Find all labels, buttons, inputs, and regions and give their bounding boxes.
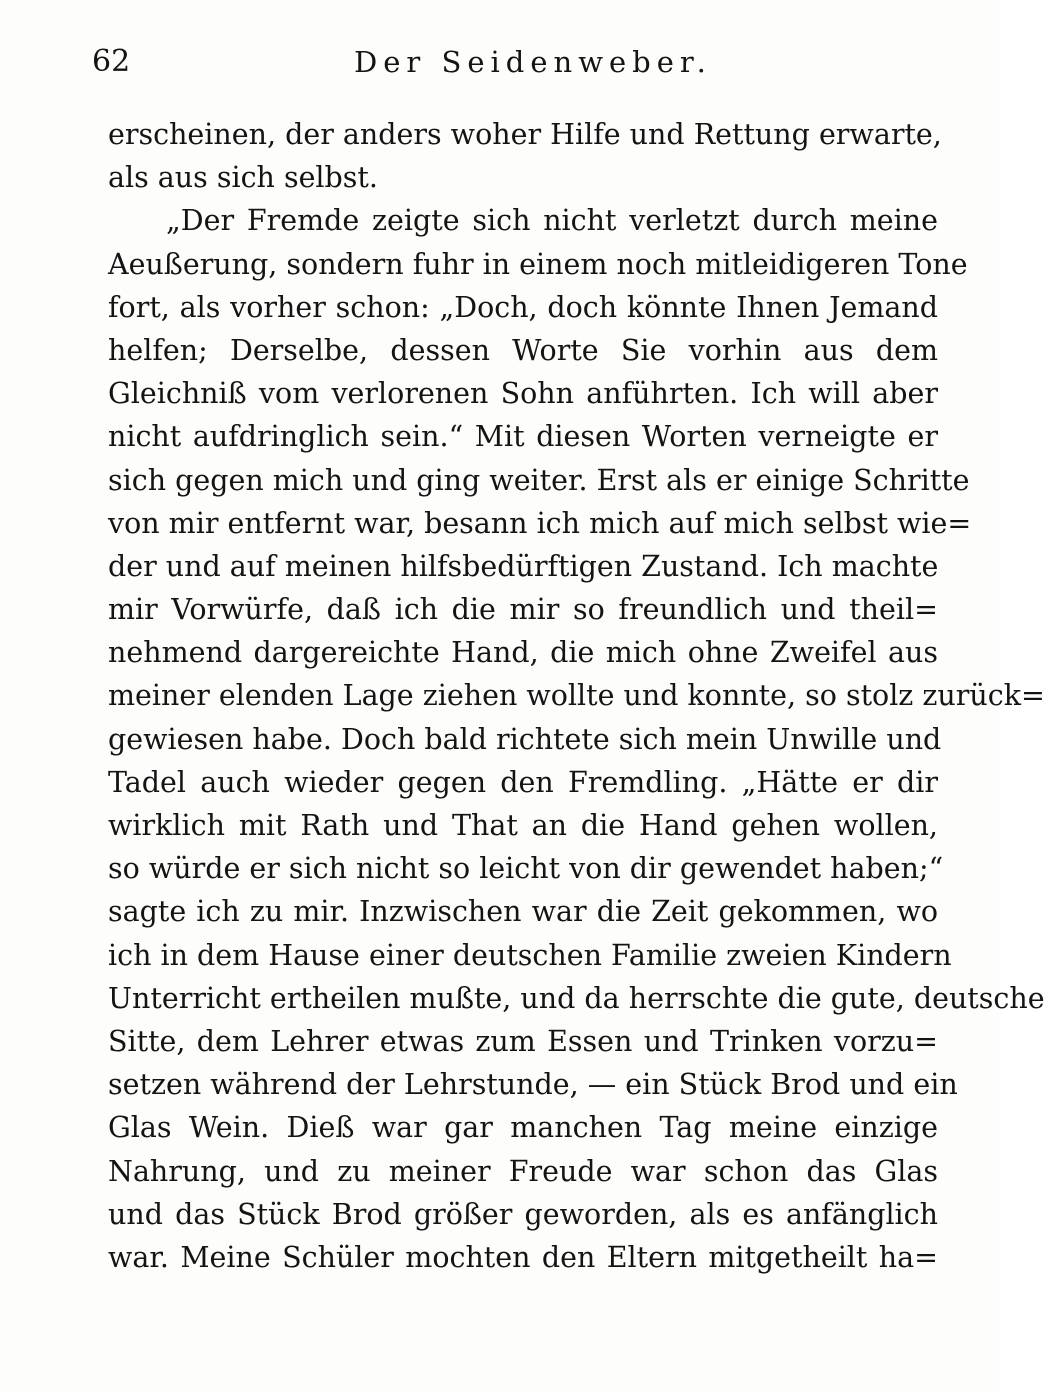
text-line: als aus sich selbst.	[108, 161, 378, 195]
text-line: von mir entfernt war, besann ich mich auf mich selbst wie=	[108, 506, 972, 540]
text-line: Sitte, dem Lehrer etwas zum Essen und Trinken vorzu=	[108, 1024, 938, 1058]
text-line: Glas Wein. Dieß war gar manchen Tag meine einzige	[108, 1111, 938, 1145]
running-title: Der Seidenweber.	[354, 45, 712, 79]
page-header	[92, 38, 942, 88]
text-line: wirklich mit Rath und That an die Hand gehen wollen,	[108, 809, 938, 842]
text-line: erscheinen, der anders woher Hilfe und Rettung erwarte,	[108, 118, 942, 151]
text-line: „Der Fremde zeigte sich nicht verletzt durch meine	[166, 204, 938, 238]
text-line: Aeußerung, sondern fuhr in einem noch mitleidigeren Tone	[108, 247, 968, 281]
text-line: war. Meine Schüler mochten den Eltern mitgetheilt ha=	[108, 1240, 938, 1274]
text-line: und das Stück Brod größer geworden, als es anfänglich	[108, 1197, 938, 1231]
text-line: sagte ich zu mir. Inzwischen war die Zeit gekommen, wo	[108, 895, 938, 929]
text-line: nicht aufdringlich sein.“ Mit diesen Worten verneigte er	[108, 420, 938, 454]
text-line: so würde er sich nicht so leicht von dir gewendet haben;“	[108, 852, 944, 886]
text-line: helfen; Derselbe, dessen Worte Sie vorhin aus dem	[108, 333, 938, 367]
page-number: 62	[92, 44, 131, 79]
text-line: nehmend dargereichte Hand, die mich ohne Zweifel aus	[108, 636, 938, 670]
text-line: Nahrung, und zu meiner Freude war schon das Glas	[108, 1154, 938, 1188]
text-line: gewiesen habe. Doch bald richtete sich mein Unwille und	[108, 722, 942, 756]
body-text	[108, 113, 1045, 1279]
text-line: ich in dem Hause einer deutschen Familie zweien Kindern	[108, 938, 952, 972]
text-line: meiner elenden Lage ziehen wollte und konnte, so stolz zurück=	[108, 679, 1045, 713]
text-line: sich gegen mich und ging weiter. Erst als er einige Schritte	[108, 463, 970, 497]
text-line: fort, als vorher schon: „Doch, doch könnte Ihnen Jemand	[108, 290, 938, 324]
text-line: setzen während der Lehrstunde, — ein Stück Brod und ein	[108, 1068, 958, 1102]
text-line: der und auf meinen hilfsbedürftigen Zustand. Ich machte	[108, 549, 939, 583]
text-line: Gleichniß vom verlorenen Sohn anführten. Ich will aber	[108, 377, 938, 411]
text-line: Unterricht ertheilen mußte, und da herrschte die gute, deutsche	[108, 981, 1045, 1015]
text-line: Tadel auch wieder gegen den Fremdling. „Hätte er dir	[108, 765, 938, 799]
text-line: mir Vorwürfe, daß ich die mir so freundlich und theil=	[108, 593, 938, 627]
